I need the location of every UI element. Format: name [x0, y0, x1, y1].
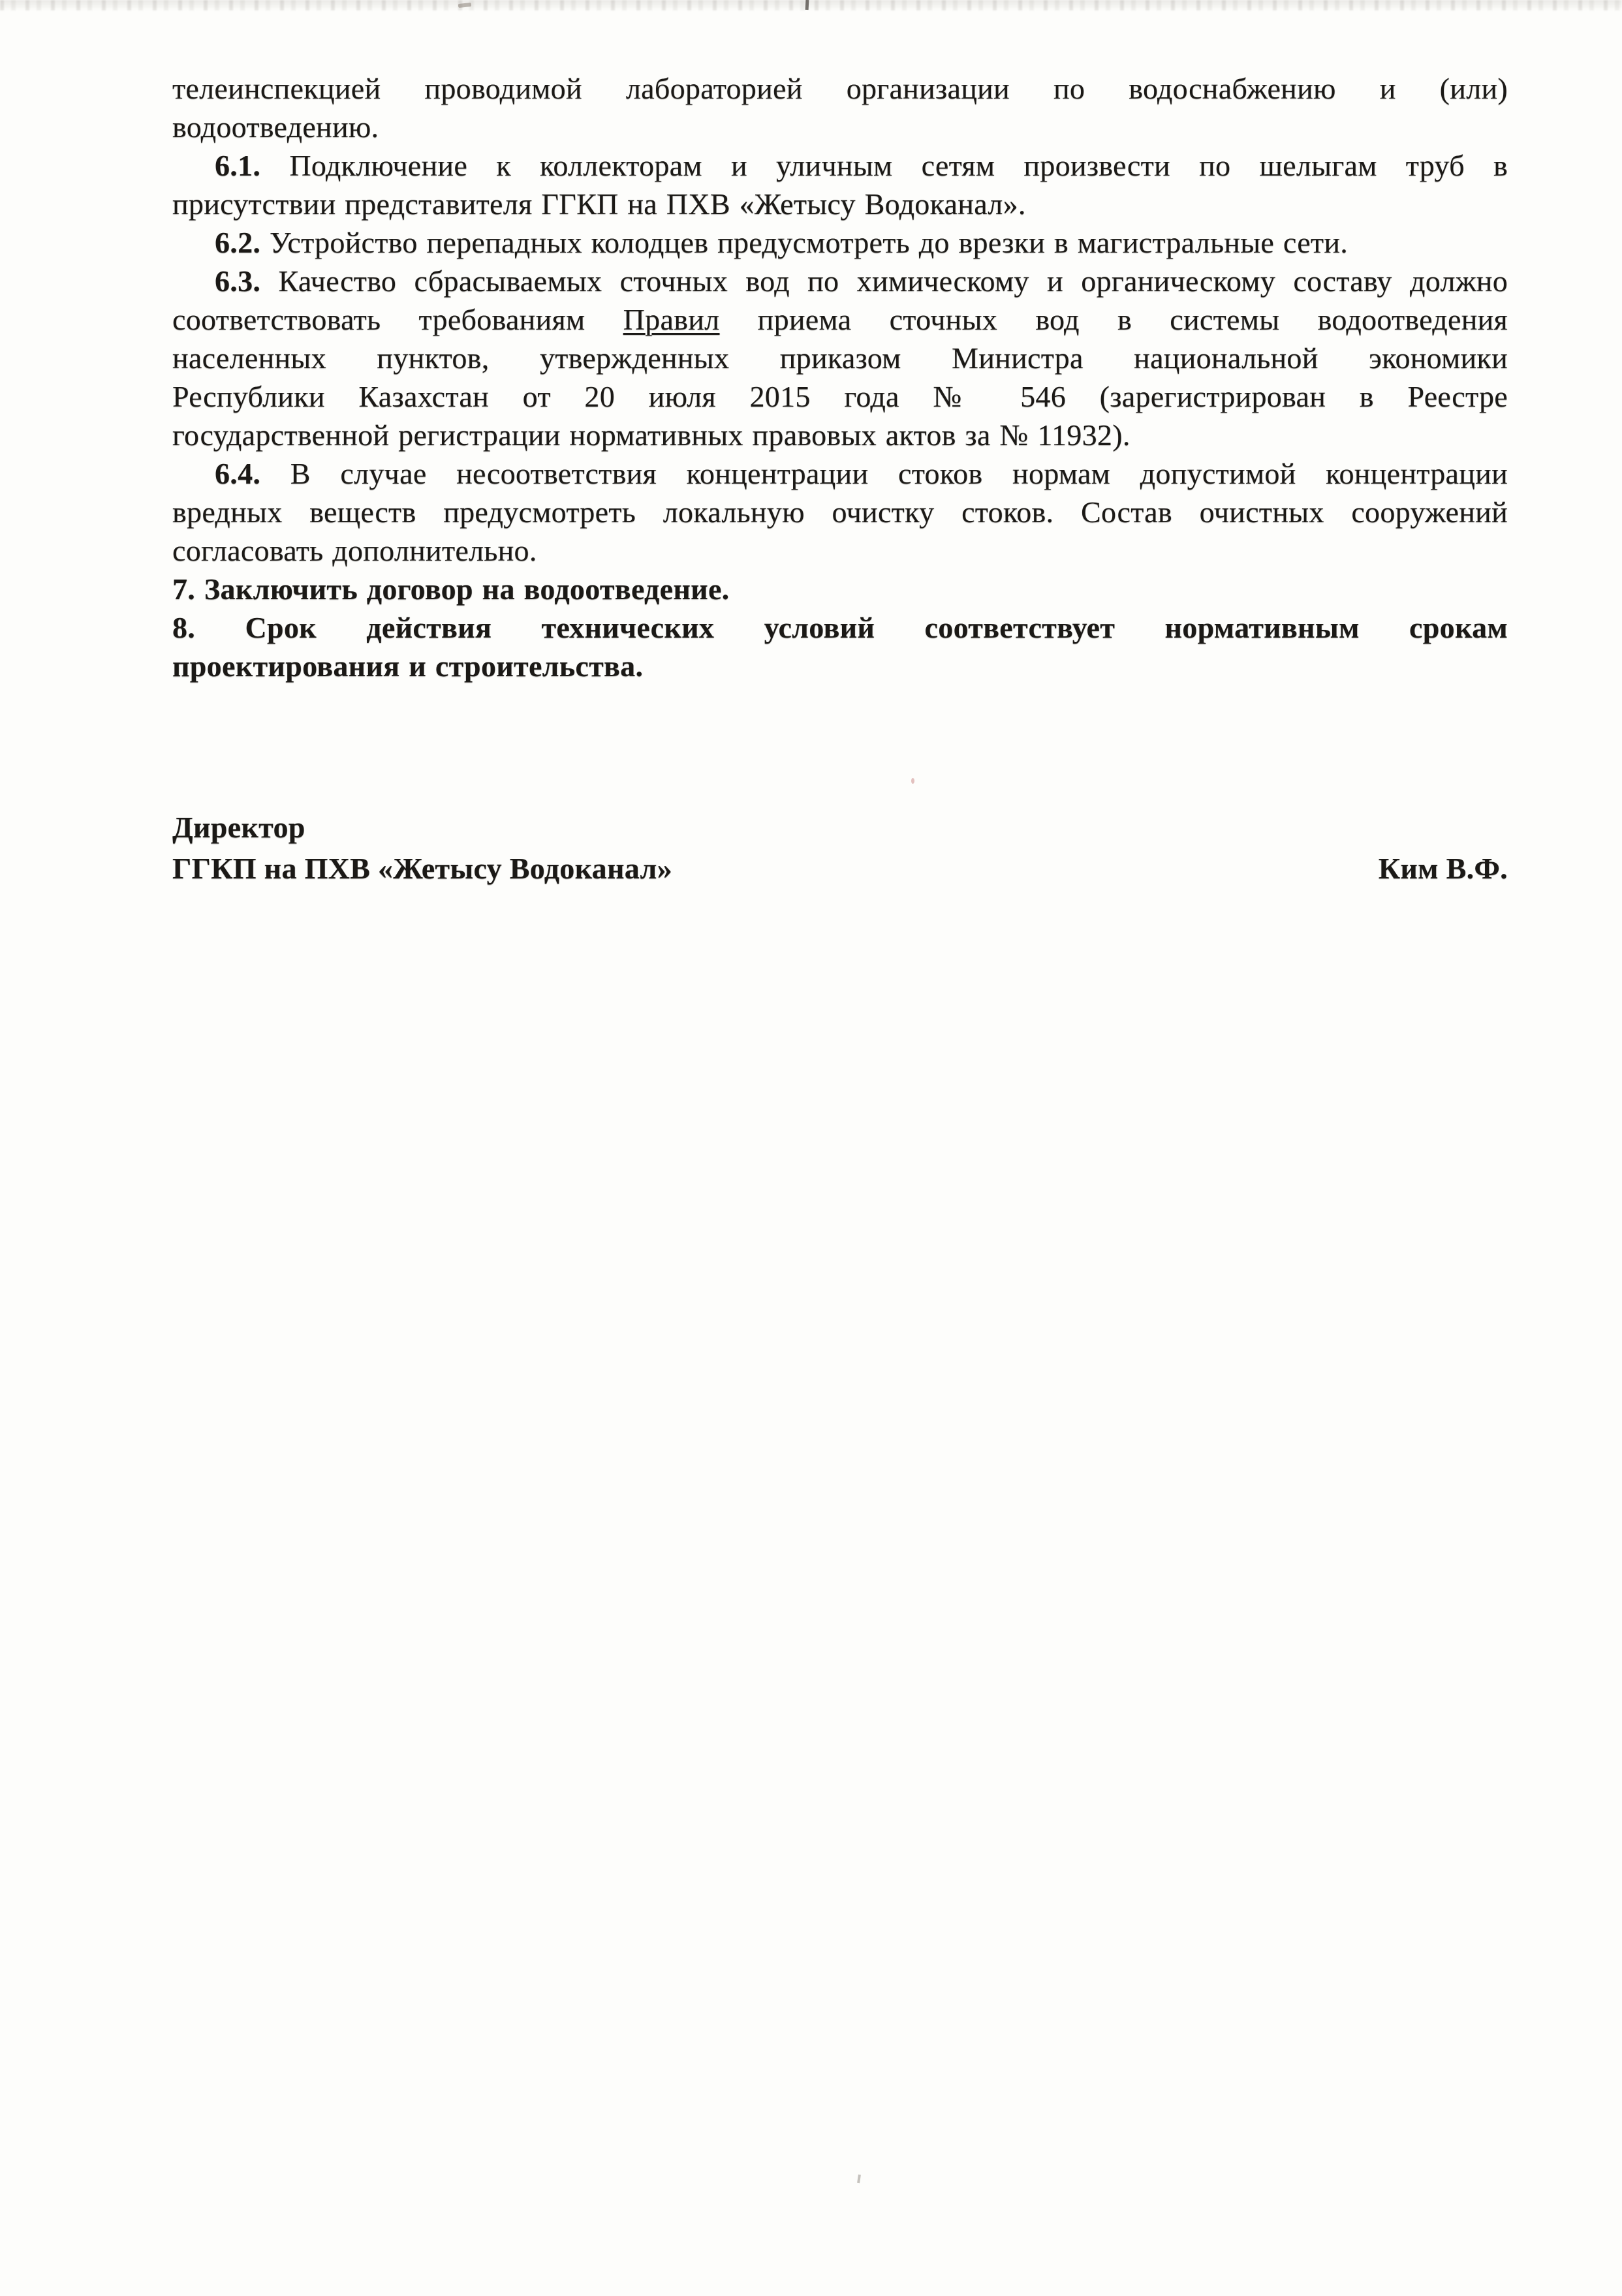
- item-number: 6.3.: [215, 264, 261, 298]
- line-text: Республики Казахстан от 20 июля 2015 года № 546 (зарегистрирован в Реестре: [172, 380, 1508, 413]
- line-text: Подключение к коллекторам и уличным сетям произвести по шелыгам труб в: [260, 149, 1508, 182]
- line-text: 8. Срок действия технических условий соответствует нормативным срокам: [172, 611, 1508, 644]
- line-text: населенных пунктов, утвержденных приказом Министра национальной экономики: [172, 341, 1508, 375]
- underlined-term: Правил: [623, 303, 720, 336]
- scan-artifact-top-right: [805, 0, 809, 10]
- paragraph-6-2: [172, 223, 1508, 262]
- line-text: Устройство перепадных колодцев предусмотреть до врезки в магистральные сети.: [260, 226, 1349, 259]
- line-text: телеинспекцией проводимой лабораторией организации по водоснабжению и (или): [172, 72, 1508, 105]
- text-line: [172, 146, 1508, 185]
- signature-block: [172, 807, 1508, 889]
- paragraph-7: [172, 570, 1508, 608]
- text-line: [172, 223, 1508, 262]
- line-text: вредных веществ предусмотреть локальную очистку стоков. Состав очистных сооружений: [172, 495, 1508, 529]
- document-body: [172, 69, 1508, 685]
- text-line: [172, 300, 1508, 339]
- text-line: [172, 454, 1508, 493]
- line-text: соответствовать требованиям: [172, 303, 623, 336]
- line-text: присутствии представителя ГГКП на ПХВ «Жетысу Водоканал».: [172, 187, 1026, 221]
- item-number: 6.1.: [215, 149, 261, 182]
- item-number: 6.2.: [215, 226, 261, 259]
- line-text: 7. Заключить договор на водоотведение.: [172, 572, 730, 606]
- paragraph-6-4: [172, 454, 1508, 570]
- signature-name: Ким В.Ф.: [1378, 852, 1508, 885]
- line-text: приема сточных вод в системы водоотведения: [719, 303, 1508, 336]
- scan-artifact-bottom: [857, 2175, 861, 2183]
- paragraph-6-3: [172, 262, 1508, 454]
- signature-title: Директор: [172, 811, 305, 844]
- line-text: Качество сбрасываемых сточных вод по химическому и органическому составу должно: [260, 264, 1508, 298]
- line-text: государственной регистрации нормативных правовых актов за № 11932).: [172, 418, 1131, 452]
- text-line: [172, 69, 1508, 108]
- text-line: [172, 377, 1508, 416]
- paragraph-8: [172, 608, 1508, 685]
- text-line: [172, 262, 1508, 300]
- text-line: [172, 570, 1508, 608]
- line-text: проектирования и строительства.: [172, 649, 644, 683]
- text-line: [172, 339, 1508, 377]
- scan-noise-band: [0, 0, 1622, 10]
- text-line: [172, 608, 1508, 647]
- item-number: 6.4.: [215, 457, 261, 490]
- scan-speckle: [911, 778, 914, 784]
- line-text: согласовать дополнительно.: [172, 534, 537, 567]
- line-text: В случае несоответствия концентрации стоков нормам допустимой концентрации: [260, 457, 1508, 490]
- paragraph-continuation: [172, 69, 1508, 146]
- text-line: [172, 647, 1508, 685]
- text-line: [172, 531, 1508, 570]
- text-line: [172, 185, 1508, 223]
- signature-organization: ГГКП на ПХВ «Жетысу Водоканал»: [172, 852, 672, 885]
- paragraph-6-1: [172, 146, 1508, 223]
- text-line: [172, 108, 1508, 146]
- text-line: [172, 416, 1508, 454]
- line-text: водоотведению.: [172, 110, 379, 144]
- text-line: [172, 493, 1508, 531]
